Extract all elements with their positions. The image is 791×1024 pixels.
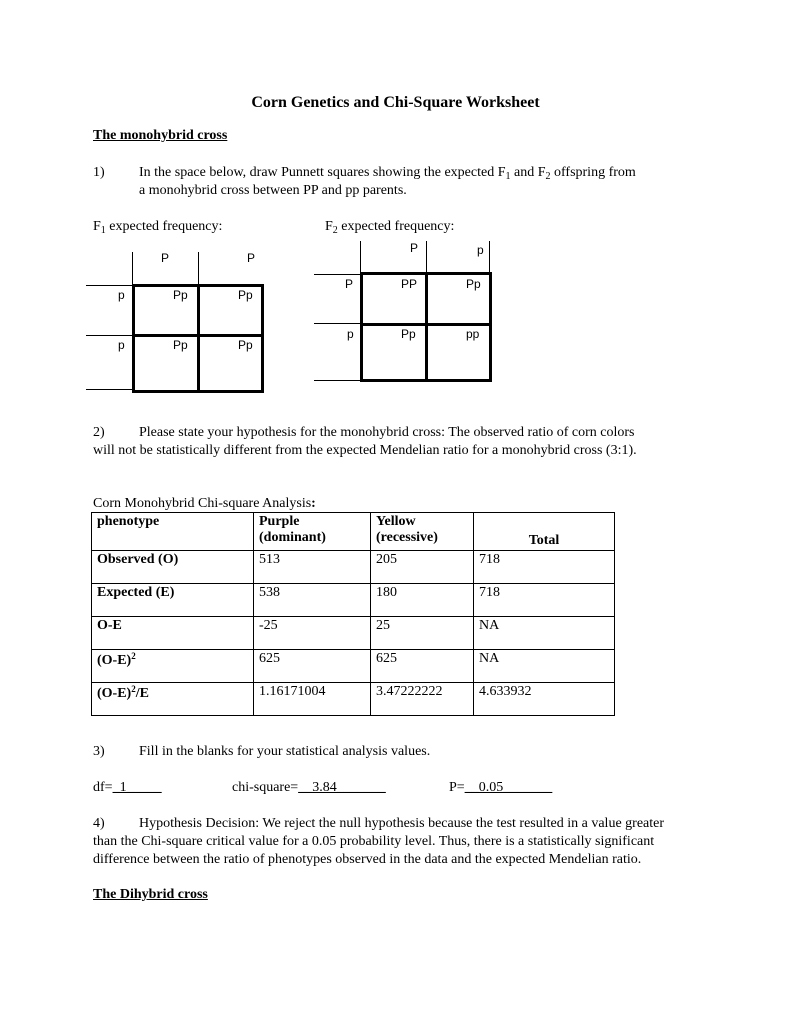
- table-row: [92, 584, 615, 617]
- f1-row-allele-2: p: [118, 338, 125, 352]
- q2-line-2: will not be statistically different from the expected Mendelian ratio for a monohybrid cross (3:1).: [93, 443, 637, 458]
- cell-value: 718: [474, 551, 615, 584]
- dihybrid-heading: The Dihybrid cross: [93, 887, 208, 902]
- cell-value: 25: [371, 617, 474, 650]
- header-purple: Purple (dominant): [254, 513, 371, 551]
- page-title: Corn Genetics and Chi-Square Worksheet: [251, 94, 540, 111]
- q4-number: 4): [93, 816, 105, 831]
- q3-text: Fill in the blanks for your statistical analysis values.: [139, 744, 431, 759]
- p-value-field: P=__0.05_______: [449, 780, 553, 795]
- cell-value: 1.16171004: [254, 683, 371, 716]
- table-caption: Corn Monohybrid Chi-square Analysis:: [93, 496, 316, 511]
- cell-value: 513: [254, 551, 371, 584]
- p-value: __0.05_______: [464, 780, 553, 795]
- header-yellow: Yellow (recessive): [371, 513, 474, 551]
- cell-value: NA: [474, 650, 615, 683]
- f2-col-allele-2: p: [477, 243, 484, 257]
- q4-line-1: Hypothesis Decision: We reject the null hypothesis because the test resulted in a value greater: [139, 816, 665, 831]
- f2-cell: Pp: [401, 327, 416, 341]
- f2-row-allele-1: P: [345, 277, 354, 291]
- cell-value: 4.633932: [474, 683, 615, 716]
- q2-line-1: Please state your hypothesis for the monohybrid cross: The observed ratio of corn colors: [139, 425, 635, 440]
- df-value: _1_____: [112, 780, 162, 795]
- chi-square-table: [91, 512, 615, 716]
- table-header-row: [92, 513, 615, 551]
- f1-cell: Pp: [238, 288, 253, 302]
- row-label: $(O-E)^2/E$: [92, 683, 254, 716]
- f2-cell: Pp: [466, 277, 481, 291]
- cell-value: 3.47222222: [371, 683, 474, 716]
- f1-cell: Pp: [173, 288, 188, 302]
- cell-value: NA: [474, 617, 615, 650]
- df-field: df=_1_____: [93, 780, 162, 795]
- monohybrid-heading: The monohybrid cross: [93, 128, 228, 143]
- cell-value: 625: [254, 650, 371, 683]
- header-total: Total: [474, 513, 615, 551]
- f1-label: $F_1$ expected frequency:: [93, 219, 223, 236]
- cell-value: 625: [371, 650, 474, 683]
- row-label: Expected (E): [92, 584, 254, 617]
- cell-value: 538: [254, 584, 371, 617]
- table-row: [92, 551, 615, 584]
- row-label: O-E: [92, 617, 254, 650]
- q1-line-1: In the space below, draw Punnett squares showing the expected $F_1$ and $F_2$ offspring from: [139, 165, 636, 182]
- cell-value: 718: [474, 584, 615, 617]
- cell-value: -25: [254, 617, 371, 650]
- q1-line-2: a monohybrid cross between PP and pp parents.: [139, 183, 407, 198]
- table-row: [92, 683, 615, 716]
- table-row: [92, 617, 615, 650]
- f1-col-allele-1: P: [161, 251, 170, 265]
- q3-number: 3): [93, 744, 105, 759]
- cell-value: 180: [371, 584, 474, 617]
- f2-label: $F_2$ expected frequency:: [325, 219, 455, 236]
- q4-line-3: difference between the ratio of phenotypes observed in the data and the expected Mendelian ratio.: [93, 852, 642, 867]
- f1-col-allele-2: P: [247, 251, 256, 265]
- q4-line-2: than the Chi-square critical value for a 0.05 probability level. Thus, there is a statistically significant: [93, 834, 655, 849]
- header-phenotype: phenotype: [92, 513, 254, 551]
- q1-number: 1): [93, 165, 105, 180]
- f1-cell: Pp: [238, 338, 253, 352]
- f2-row-allele-2: p: [347, 327, 354, 341]
- row-label: Observed (O): [92, 551, 254, 584]
- chi-square-field: chi-square=__3.84_______: [232, 780, 386, 795]
- f1-cell: Pp: [173, 338, 188, 352]
- row-label: $(O-E)^2$: [92, 650, 254, 683]
- table-row: [92, 650, 615, 683]
- chi-square-value: __3.84_______: [298, 780, 386, 795]
- f2-col-allele-1: P: [410, 241, 419, 255]
- f2-cell: pp: [466, 327, 480, 341]
- f1-row-allele-1: p: [118, 288, 125, 302]
- cell-value: 205: [371, 551, 474, 584]
- f2-cell: PP: [401, 277, 418, 291]
- q2-number: 2): [93, 425, 105, 440]
